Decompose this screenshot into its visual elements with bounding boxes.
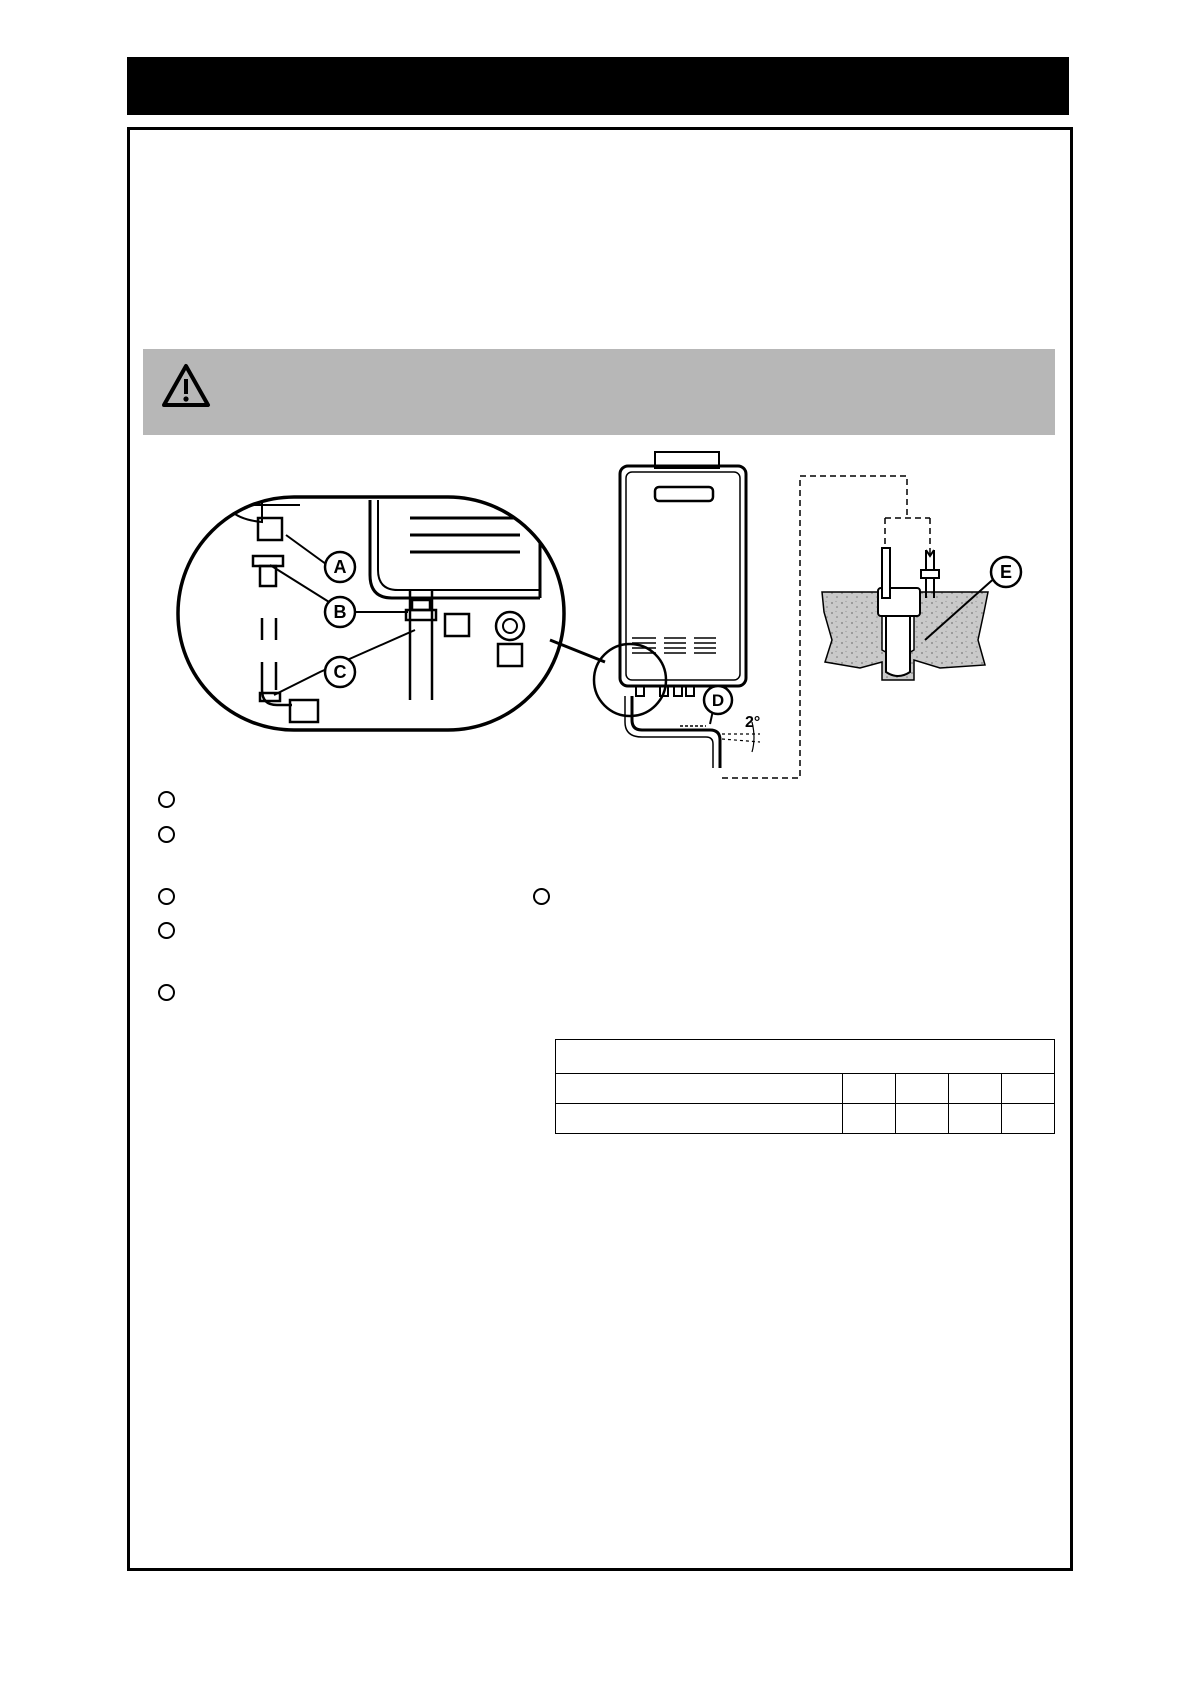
- legend-marker-e: [158, 922, 175, 939]
- legend-marker-f: [158, 984, 175, 1001]
- legend-marker-a: [158, 791, 175, 808]
- content-frame: [127, 127, 1073, 1571]
- table-cell: [1002, 1074, 1055, 1104]
- slope-angle-label: 2°: [745, 714, 761, 731]
- legend-marker-c: [158, 888, 175, 905]
- svg-text:D: D: [711, 691, 725, 710]
- svg-text:B: B: [333, 602, 347, 622]
- table-cell: [896, 1074, 949, 1104]
- callout-a: [325, 552, 355, 582]
- svg-text:A: A: [333, 557, 347, 577]
- table-row: [556, 1074, 1055, 1104]
- floor-drain-detail: [822, 548, 988, 680]
- section-header-bar: [127, 57, 1069, 115]
- spec-table-title: [556, 1040, 1055, 1074]
- condensate-drain-illustration: [160, 440, 1040, 788]
- callout-b: [325, 597, 355, 627]
- svg-text:E: E: [999, 562, 1013, 582]
- table-row-label: [556, 1104, 843, 1134]
- table-cell: [843, 1104, 896, 1134]
- table-row: [556, 1104, 1055, 1134]
- table-row-label: [556, 1074, 843, 1104]
- warning-triangle-icon: [161, 363, 211, 409]
- warning-banner: [143, 349, 1055, 435]
- svg-text:C: C: [333, 662, 347, 682]
- table-cell: [1002, 1104, 1055, 1134]
- callout-c: [325, 657, 355, 687]
- table-cell: [949, 1104, 1002, 1134]
- callout-d: [704, 686, 732, 724]
- spec-table: [555, 1039, 1055, 1134]
- zoom-detail-view: [178, 497, 564, 730]
- water-heater-unit: [594, 452, 760, 768]
- legend-marker-d: [533, 888, 550, 905]
- table-cell: [896, 1104, 949, 1134]
- table-cell: [949, 1074, 1002, 1104]
- legend-marker-b: [158, 826, 175, 843]
- table-cell: [843, 1074, 896, 1104]
